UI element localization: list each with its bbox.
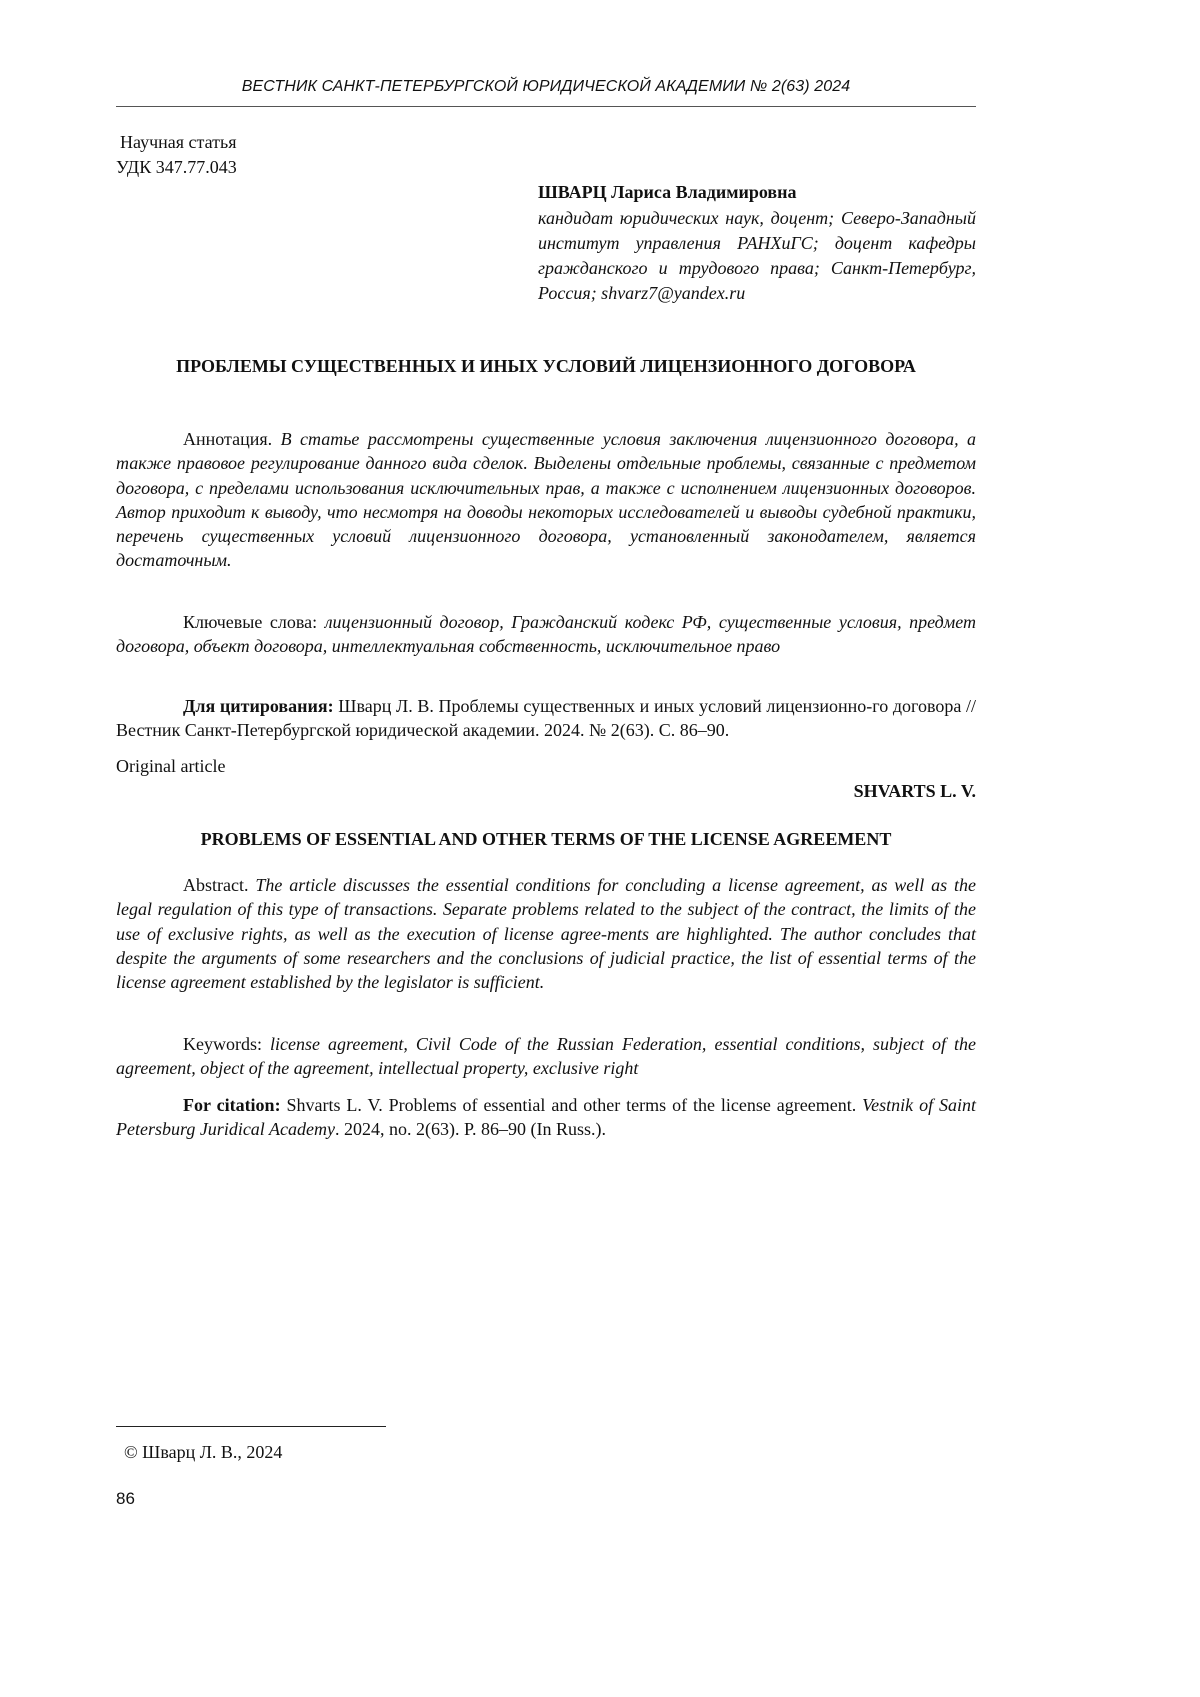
citation-journal-en: Vestnik of Saint Petersburg Juridical Academy <box>116 1095 976 1139</box>
citation-en <box>116 1093 976 1142</box>
author-info: кандидат юридических наук, доцент; Северо-Западный институт управления РАНХиГС; доцент кафедры гражданского и трудового права; Санкт-Петербург, Россия; shvarz7@yandex.ru <box>538 206 976 306</box>
abstract-label-ru: Аннотация. <box>183 429 272 449</box>
header-rule <box>116 106 976 107</box>
copyright-footnote: © Шварц Л. В., 2024 <box>124 1440 282 1464</box>
page-number: 86 <box>116 1487 135 1511</box>
keywords-en <box>116 1032 976 1081</box>
abstract-text-en: The article discusses the essential conditions for concluding a license agreement, as well as the legal regulation of this type of transactions. Separate problems related to the subject of the contract, the limits of the use of exclusive rights, as well as the execution of license agree-ments are highlighted. The author concludes that despite the arguments of some researchers and the conclusions of judicial practice, the list of essential terms of the license agreement established by the legislator is sufficient. <box>116 875 976 992</box>
abstract-label-en: Abstract. <box>183 875 248 895</box>
keywords-label-ru: Ключевые слова: <box>183 612 317 632</box>
article-type: Научная статья <box>120 130 236 154</box>
footnote-rule <box>116 1426 386 1427</box>
citation-label-ru: Для цитирования: <box>183 696 334 716</box>
abstract-ru <box>116 427 976 573</box>
citation-text-ru: Шварц Л. В. Проблемы существенных и иных условий лицензионно-го договора // Вестник Санкт-Петербургской юридической академии. 2024. № 2(63). С. 86–90. <box>116 696 976 740</box>
author-en: SHVARTS L. V. <box>854 779 976 803</box>
citation-label-en: For citation: <box>183 1095 281 1115</box>
document-page <box>0 0 1100 1556</box>
article-type-en: Original article <box>116 754 225 778</box>
citation-tail-en: . 2024, no. 2(63). P. 86–90 (In Russ.). <box>335 1119 606 1139</box>
citation-authors-title-en: Shvarts L. V. Problems of essential and other terms of the license agreement. <box>287 1095 857 1115</box>
keywords-text-en: license agreement, Civil Code of the Russian Federation, essential conditions, subject of the agreement, object of the agreement, intellectual property, exclusive right <box>116 1034 976 1078</box>
abstract-text-ru: В статье рассмотрены существенные условия заключения лицензионного договора, а также правовое регулирование данного вида сделок. Выделены отдельные проблемы, связанные с предметом договора, с пределами использования исключительных прав, а также с исполнением лицензионных договоров. Автор приходит к выводу, что несмотря на доводы некоторых исследователей и выводы судебной практики, перечень существенных условий лицензионного договора, установленный законодателем, является достаточным. <box>116 429 976 570</box>
keywords-text-ru: лицензионный договор, Гражданский кодекс РФ, существенные условия, предмет договора, объект договора, интеллектуальная собственность, исключительное право <box>116 612 976 656</box>
keywords-ru <box>116 610 976 659</box>
author-block <box>538 180 976 306</box>
abstract-en <box>116 873 976 994</box>
citation-ru <box>116 694 976 743</box>
author-name: ШВАРЦ Лариса Владимировна <box>538 180 976 204</box>
article-title-ru: ПРОБЛЕМЫ СУЩЕСТВЕННЫХ И ИНЫХ УСЛОВИЙ ЛИЦЕНЗИОННОГО ДОГОВОРА <box>116 355 976 377</box>
udc-code: УДК 347.77.043 <box>116 155 237 179</box>
journal-header: ВЕСТНИК САНКТ-ПЕТЕРБУРГСКОЙ ЮРИДИЧЕСКОЙ АКАДЕМИИ № 2(63) 2024 <box>116 76 976 98</box>
keywords-label-en: Keywords: <box>183 1034 262 1054</box>
article-title-en: PROBLEMS OF ESSENTIAL AND OTHER TERMS OF THE LICENSE AGREEMENT <box>116 828 976 850</box>
